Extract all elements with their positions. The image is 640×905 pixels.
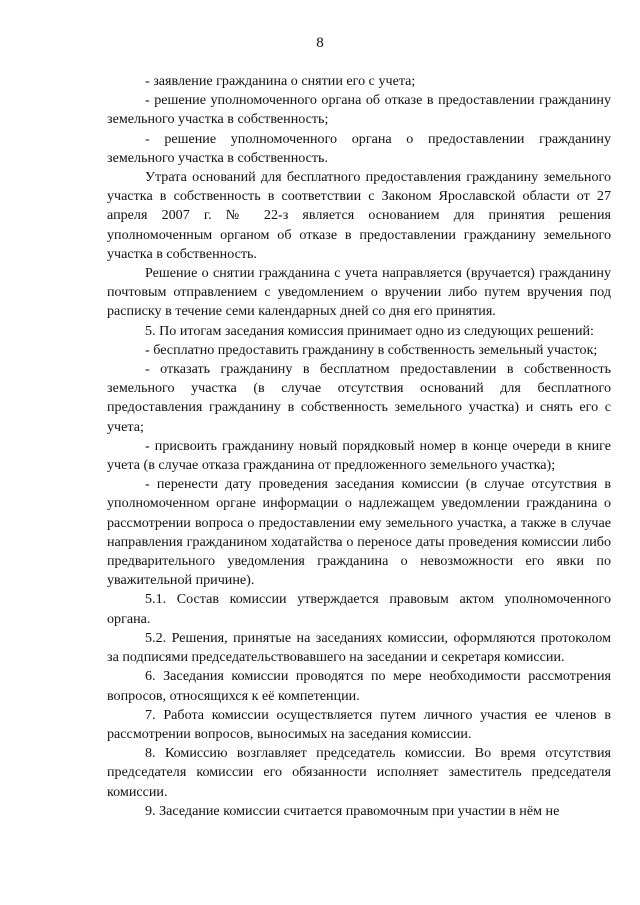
paragraph: 9. Заседание комиссии считается правомочным при участии в нём не (145, 802, 560, 819)
paragraph: 5.1. Состав комиссии утверждается правовым актом уполномоченного органа. (107, 591, 611, 627)
paragraph: - отказать гражданину в бесплатном предоставлении в собственность земельного участка (в случае отсутствия оснований для бесплатного предоставления гражданину в собственность земельного участка) и снять его с учета; (107, 361, 611, 435)
paragraph: - решение уполномоченного органа о предоставлении гражданину земельного участка в собственность. (107, 130, 611, 166)
paragraph: 5.2. Решения, принятые на заседаниях комиссии, оформляются протоколом за подписями председательствовавшего на заседании и секретаря комиссии. (107, 629, 611, 666)
page-number: 8 (316, 35, 324, 51)
paragraph: 7. Работа комиссии осуществляется путем личного участия ее членов в рассмотрении вопросов, выносимых на заседания комиссии. (107, 706, 611, 742)
paragraph: 6. Заседания комиссии проводятся по мере необходимости рассмотрения вопросов, относящихся к её компетенции. (107, 668, 611, 704)
paragraph: - заявление гражданина о снятии его с учета; (145, 73, 416, 89)
paragraph: - перенести дату проведения заседания комиссии (в случае отсутствия в уполномоченном органе информации о надлежащем уведомлении гражданина о рассмотрении вопроса о предоставлении ему земельного участка, а также в случае направления гражданином ходатайства о переносе даты проведения комиссии либо предварительного уведомления гражданина о невозможности его явки по уважительной причине). (107, 476, 611, 589)
paragraph: - присвоить гражданину новый порядковый номер в конце очереди в книге учета (в случае отказа гражданина от предложенного земельного участка); (107, 437, 611, 474)
paragraph: 8. Комиссию возглавляет председатель комиссии. Во время отсутствия председателя комиссии его обязанности исполняет заместитель председателя комиссии. (107, 745, 611, 800)
paragraph: Решение о снятии гражданина с учета направляется (вручается) гражданину почтовым отправлением с уведомлением о вручении либо путем вручения под расписку в течение семи календарных дней со дня его принятия. (107, 265, 611, 320)
paragraph: Утрата оснований для бесплатного предоставления гражданину земельного участка в собственность в соответствии с Законом Ярославской области от 27 апреля 2007 г. № 22-з является основанием для принятия решения уполномоченным органом об отказе в предоставлении гражданину земельного участка в собственность. (107, 169, 611, 262)
document-body (107, 72, 611, 821)
paragraph: - решение уполномоченного органа об отказе в предоставлении гражданину земельного участка в собственность; (107, 92, 611, 128)
paragraph: 5. По итогам заседания комиссия принимает одно из следующих решений: (145, 322, 594, 339)
paragraph: - бесплатно предоставить гражданину в собственность земельный участок; (145, 341, 598, 358)
